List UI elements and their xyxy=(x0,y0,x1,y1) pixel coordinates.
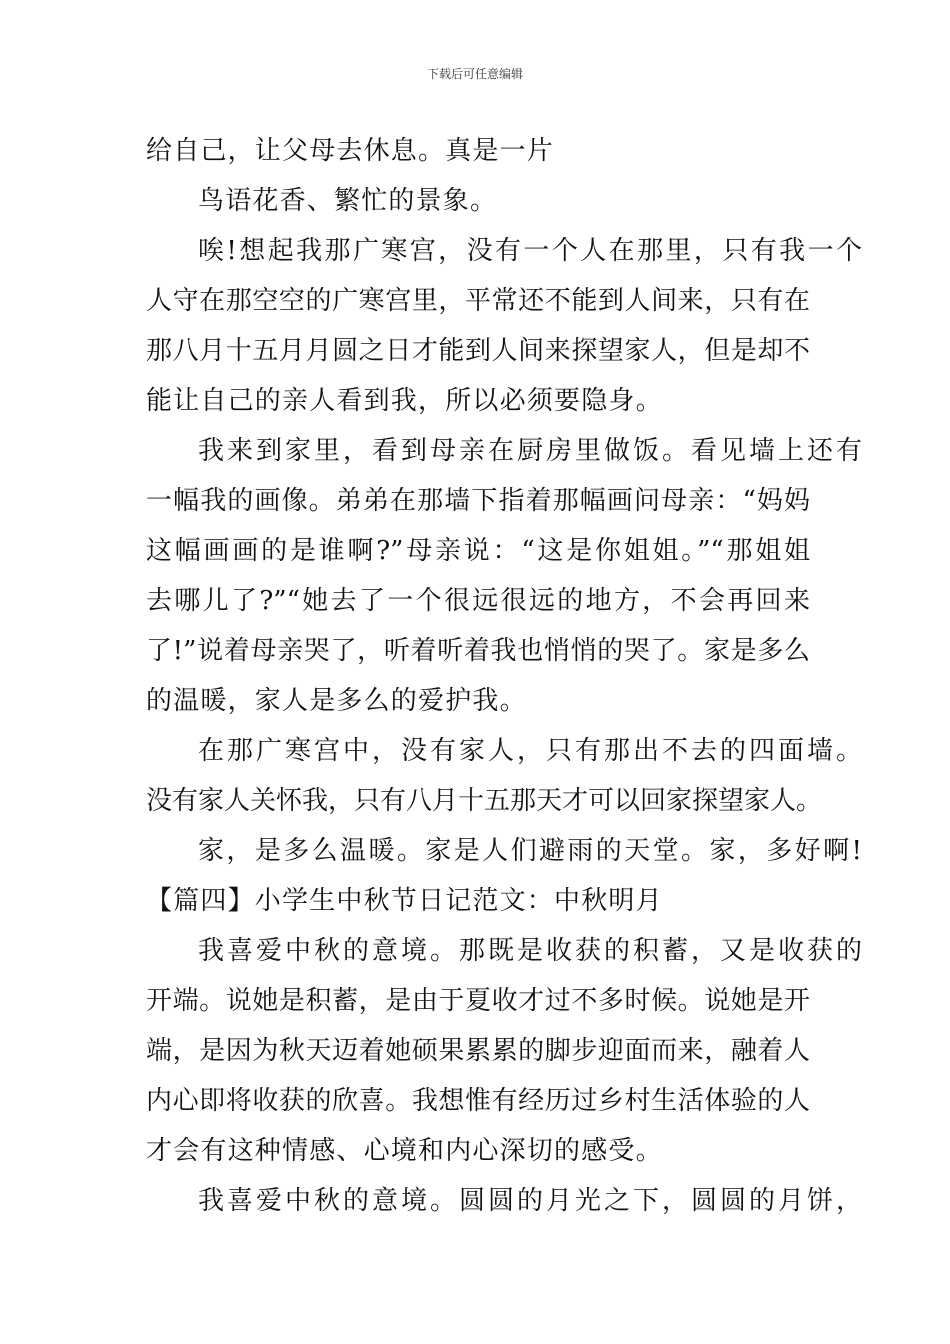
text-line: 那八月十五月月圆之日才能到人间来探望家人，但是却不 xyxy=(146,336,810,366)
text-line: 去哪儿了?”“她去了一个很远很远的地方，不会再回来 xyxy=(146,586,810,616)
text-line: 我喜爱中秋的意境。圆圆的月光之下，圆圆的月饼， xyxy=(198,1186,862,1216)
text-line: 了!”说着母亲哭了，听着听着我也悄悄的哭了。家是多么 xyxy=(146,636,810,666)
page-header: 下载后可任意编辑 xyxy=(426,67,523,81)
text-line: 的温暖，家人是多么的爱护我。 xyxy=(146,686,527,716)
document-body xyxy=(146,126,862,1226)
text-line: 开端。说她是积蓄，是由于夏收才过不多时候。说她是开 xyxy=(146,986,810,1016)
section-heading: 【篇四】小学生中秋节日记范文：中秋明月 xyxy=(146,886,663,916)
text-line: 能让自己的亲人看到我，所以必须要隐身。 xyxy=(146,386,663,416)
text-line: 鸟语花香、繁忙的景象。 xyxy=(198,186,498,216)
text-line: 我喜爱中秋的意境。那既是收获的积蓄，又是收获的 xyxy=(198,936,862,966)
text-line: 家，是多么温暖。家是人们避雨的天堂。家，多好啊! xyxy=(198,836,862,866)
text-line: 一幅我的画像。弟弟在那墙下指着那幅画问母亲：“妈妈 xyxy=(146,486,810,516)
text-line: 内心即将收获的欣喜。我想惟有经历过乡村生活体验的人 xyxy=(146,1086,810,1116)
text-line: 在那广寒宫中，没有家人，只有那出不去的四面墙。 xyxy=(198,736,862,766)
text-line: 这幅画画的是谁啊?”母亲说：“这是你姐姐。”“那姐姐 xyxy=(146,536,810,566)
text-line: 唉!想起我那广寒宫，没有一个人在那里，只有我一个 xyxy=(198,236,862,266)
text-line: 才会有这种情感、心境和内心深切的感受。 xyxy=(146,1136,663,1166)
text-line: 没有家人关怀我，只有八月十五那天才可以回家探望家人。 xyxy=(146,786,823,816)
text-line: 人守在那空空的广寒宫里，平常还不能到人间来，只有在 xyxy=(146,286,810,316)
text-line: 端，是因为秋天迈着她硕果累累的脚步迎面而来，融着人 xyxy=(146,1036,810,1066)
text-line: 我来到家里，看到母亲在厨房里做饭。看见墙上还有 xyxy=(198,436,862,466)
text-line: 给自己，让父母去休息。真是一片 xyxy=(146,136,555,166)
